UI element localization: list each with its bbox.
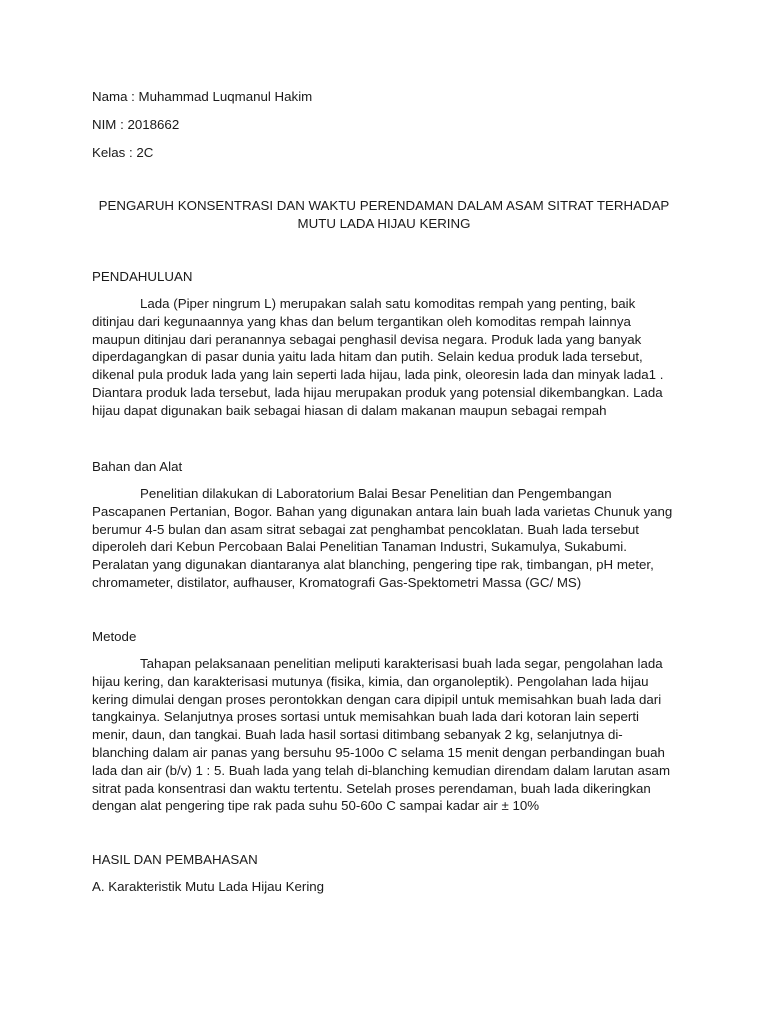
heading-bahan-dan-alat: Bahan dan Alat	[92, 459, 183, 474]
paragraph-bahan-dan-alat: Penelitian dilakukan di Laboratorium Balai Besar Penelitian dan Pengembangan Pascapanen Pertanian, Bogor. Bahan yang digunakan antara lain buah lada varietas Chunuk yang berumur 4-5 bulan dan asam sitrat sebagai zat penghambat pencoklatan. Buah lada tersebut diperoleh dari Kebun Percobaan Balai Penelitian Tanaman Industri, Sukamulya, Sukabumi. Peralatan yang digunakan diantaranya alat blanching, pengering tipe rak, timbangan, pH meter, chromameter, distilator, aufhauser, Kromatografi Gas-Spektometri Massa (GC/ MS)	[92, 486, 673, 590]
heading-pendahuluan: PENDAHULUAN	[92, 269, 193, 284]
student-class: Kelas : 2C	[92, 145, 154, 160]
document-title: PENGARUH KONSENTRASI DAN WAKTU PERENDAMAN DALAM ASAM SITRAT TERHADAP MUTU LADA HIJAU KERING	[98, 198, 670, 231]
subheading-karakteristik-mutu: A. Karakteristik Mutu Lada Hijau Kering	[92, 879, 325, 894]
student-name: Nama : Muhammad Luqmanul Hakim	[92, 89, 313, 104]
heading-hasil-dan-pembahasan: HASIL DAN PEMBAHASAN	[92, 852, 258, 867]
paragraph-pendahuluan: Lada (Piper ningrum L) merupakan salah satu komoditas rempah yang penting, baik ditinjau dari kegunaannya yang khas dan belum tergantikan oleh komoditas rempah lainnya maupun ditinjau dari peranannya sebagai penghasil devisa negara. Produk lada yang banyak diperdagangkan di pasar dunia yaitu lada hitam dan putih. Selain kedua produk lada tersebut, dikenal pula produk lada yang lain seperti lada hijau, lada pink, oleoresin lada dan minyak lada1 . Diantara produk lada tersebut, lada hijau merupakan produk yang potensial dikembangkan. Lada hijau dapat digunakan baik sebagai hiasan di dalam makanan maupun sebagai rempah	[92, 296, 664, 418]
paragraph-metode: Tahapan pelaksanaan penelitian meliputi karakterisasi buah lada segar, pengolahan lada hijau kering, dan karakterisasi mutunya (fisika, kimia, dan organoleptik). Pengolahan lada hijau kering dimulai dengan proses perontokkan dengan cara dipipil untuk memisahkan buah lada dari tangkainya. Selanjutnya proses sortasi untuk memisahkan buah lada dari kotoran lain seperti menir, daun, dan tangkai. Buah lada hasil sortasi ditimbang sebanyak 2 kg, selanjutnya di-blanching dalam air panas yang bersuhu 95-100o C selama 15 menit dengan perbandingan buah lada dan air (b/v) 1 : 5. Buah lada yang telah di-blanching kemudian direndam dalam larutan asam sitrat pada konsentrasi dan waktu tertentu. Setelah proses perendaman, buah lada dikeringkan dengan alat pengering tipe rak pada suhu 50-60o C sampai kadar air ± 10%	[92, 656, 671, 814]
student-nim: NIM : 2018662	[92, 117, 180, 132]
heading-metode: Metode	[92, 629, 137, 644]
